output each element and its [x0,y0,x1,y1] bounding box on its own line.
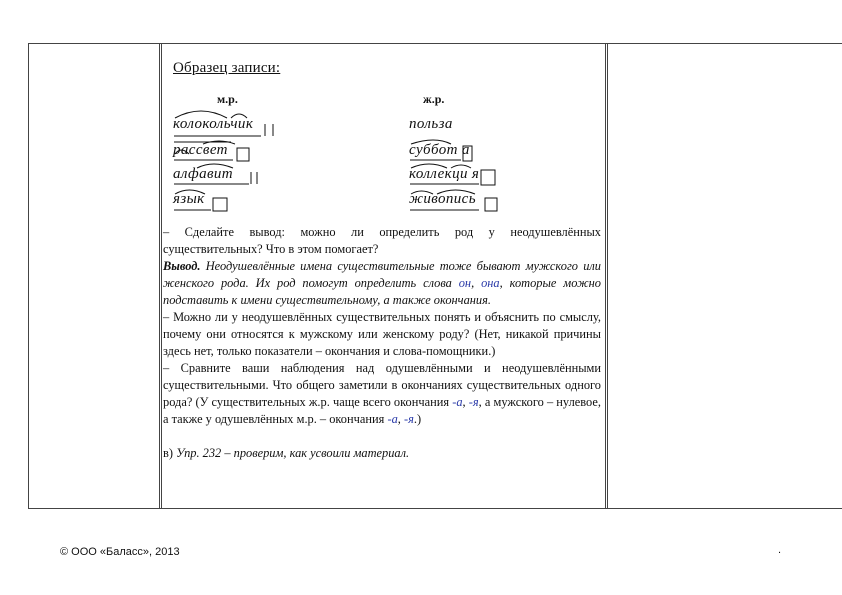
word-kollekciya: коллекци я [409,166,480,182]
table-bottom-border [28,508,842,509]
task-line [163,445,601,462]
conclusion-text-1: Неодушевлённые имена существительные тоже бывают мужского или женского рода. Их род помогут определить слова [163,259,601,290]
column-divider-1 [159,43,160,509]
conclusion-label: Вывод. [163,259,201,273]
word-rassvet: рассвет [173,142,228,158]
task-text: Упр. 232 – проверим, как усвоили материал. [176,446,410,460]
word-ona: она [481,276,500,290]
question-1: – Сделайте вывод: можно ли определить род у неодушевлённых существительных? Что в этом помогает? [163,225,601,256]
column-divider-3 [605,43,606,509]
ending-a-text-2: -а [387,412,398,426]
conclusion-text-2: , которые можно подставить к имени существительному, а также окончания. [163,276,601,307]
footer-dot: . [778,544,782,556]
table-left-border [28,43,29,509]
word-polza: польза [409,116,453,132]
ending-ya: я [471,166,480,182]
question-3: – Сравните ваши наблюдения над одушевлёнными и неодушевлёнными существительными. Что общего заметили в окончаниях существительных одного рода? (У существительных ж.р. чаще всего окончания -а, -я, а мужского – нулевое, а также у одушевлённых м.р. – окончания -а, -я.) [163,361,601,426]
task-prefix: в) [163,446,173,460]
ending-a-text: -а [452,395,463,409]
ending-a: а [461,142,470,158]
question-3-end: .) [413,412,422,426]
footer-copyright: © ООО «Баласс», 2013 [60,546,180,558]
ending-ya-text: -я [468,395,479,409]
feminine-header: ж.р. [423,92,445,106]
conclusion-paragraph: Вывод. Неодушевлённые имена существительные тоже бывают мужского или женского рода. Их род помогут определить слова он, она, которые можно подставить к имени существительному, а также окончания. [163,259,601,307]
question-3-text-2: , а мужского – нулевое, а также у одушевлённых м.р. – окончания [163,395,601,426]
sample-title: Образец записи: [173,60,281,76]
word-yazyk: язык [173,191,205,207]
word-zhivopis: живопись [409,191,476,207]
lesson-text [163,224,601,462]
word-kolokolchik: колокольчик [173,116,254,132]
lesson-content-cell [161,44,605,508]
masculine-header: м.р. [217,92,238,106]
morpheme-marks [161,44,605,224]
question-2: – Можно ли у неодушевлённых существительных понять и объяснить по смыслу, почему они относятся к мужскому или женскому роду? (Нет, никакой причины здесь нет, только показатели – окончания и слова-помощники.) [163,310,601,358]
ending-ya-text-2: -я [403,412,414,426]
word-subbota: суббот а [409,142,470,158]
word-alfavit: алфавит [173,166,234,182]
word-on: он [458,276,472,290]
question-3-text-1: – Сравните ваши наблюдения над одушевлёнными и неодушевлёнными существительными. Что общего заметили в окончаниях существительных одного рода? (У существительных ж.р. чаще всего окончания [163,361,601,409]
column-divider-4 [607,43,608,509]
